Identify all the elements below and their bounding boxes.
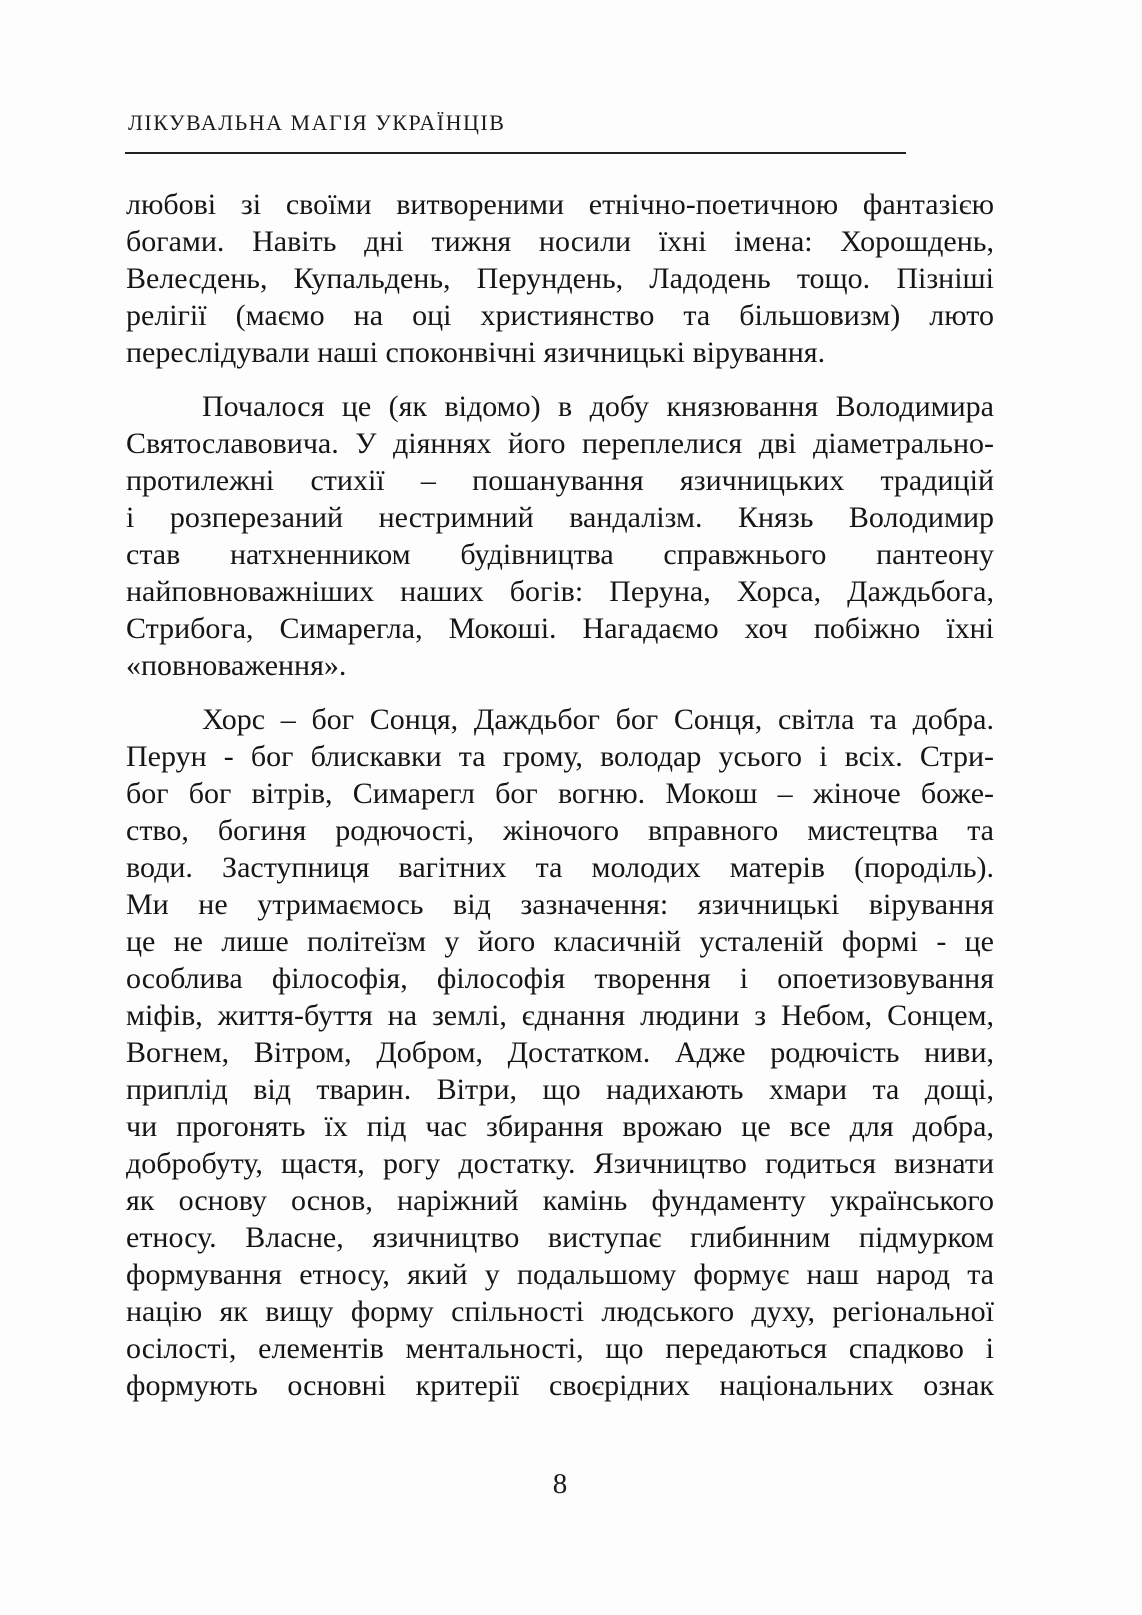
text-line: «повноваження». <box>126 649 347 682</box>
text-line: бог бог вітрів, Симарегл бог вогню. Мокош – жіноче боже- <box>126 777 994 810</box>
text-line: приплід від тварин. Вітри, що надихають хмари та дощі, <box>126 1073 994 1106</box>
text-line: етносу. Власне, язичництво виступає глибинним підмурком <box>126 1221 994 1254</box>
paragraph <box>126 701 994 1404</box>
text-line: міфів, життя-буття на землі, єднання людини з Небом, Сонцем, <box>126 999 994 1032</box>
text-line: чи прогонять їх під час збирання врожаю це все для добра, <box>126 1110 994 1143</box>
paragraph <box>126 388 994 684</box>
text-line: Ми не утримаємось від зазначення: язичницькі вірування <box>126 888 994 921</box>
text-line: націю як вищу форму спільності людського духу, регіональної <box>126 1295 994 1328</box>
text-line: це не лише політеїзм у його класичній усталеній формі - це <box>126 925 994 958</box>
text-line: переслідували наші споконвічні язичницькі вірування. <box>126 336 826 369</box>
text-block <box>126 186 994 1421</box>
running-header: ЛІКУВАЛЬНА МАГІЯ УКРАЇНЦІВ <box>128 110 506 135</box>
text-line: найповноважніших наших богів: Перуна, Хорса, Даждьбога, <box>126 575 994 608</box>
text-line: як основу основ, наріжний камінь фундаменту українського <box>126 1184 994 1217</box>
text-line: Вогнем, Вітром, Добром, Достатком. Адже родючість ниви, <box>126 1036 994 1069</box>
text-line: Хорс – бог Сонця, Даждьбог бог Сонця, світла та добра. <box>202 703 994 736</box>
text-line: релігії (маємо на оці християнство та більшовизм) люто <box>126 299 994 332</box>
text-line: і розперезаний нестримний вандалізм. Князь Володимир <box>126 501 994 534</box>
text-line: богами. Навіть дні тижня носили їхні імена: Хорошдень, <box>126 225 994 258</box>
paragraph <box>126 186 994 371</box>
text-line: Перун - бог блискавки та грому, володар усього і всіх. Стри- <box>126 740 994 773</box>
page-number: 8 <box>552 1468 568 1500</box>
text-line: Стрибога, Симарегла, Мокоші. Нагадаємо хоч побіжно їхні <box>126 612 994 645</box>
text-line: став натхненником будівництва справжнього пантеону <box>126 538 994 571</box>
text-line: формують основні критерії своєрідних національних ознак <box>126 1369 994 1402</box>
text-line: Почалося це (як відомо) в добу князювання Володимира <box>202 390 994 423</box>
text-line: осілості, елементів ментальності, що передаються спадково і <box>126 1332 994 1365</box>
text-line: ство, богиня родючості, жіночого вправного мистецтва та <box>126 814 994 847</box>
text-line: води. Заступниця вагітних та молодих матерів (породіль). <box>126 851 994 884</box>
text-line: формування етносу, який у подальшому формує наш народ та <box>126 1258 994 1291</box>
text-line: любові зі своїми витвореними етнічно-поетичною фантазією <box>126 188 994 221</box>
text-line: особлива філософія, філософія творення і опоетизовування <box>126 962 994 995</box>
header-rule <box>125 152 906 154</box>
text-line: протилежні стихії – пошанування язичницьких традицій <box>126 464 994 497</box>
text-line: добробуту, щастя, рогу достатку. Язичництво годиться визнати <box>126 1147 994 1180</box>
text-line: Святославовича. У діяннях його переплелися дві діаметрально- <box>126 427 994 460</box>
text-line: Велесдень, Купальдень, Перундень, Ладодень тощо. Пізніші <box>126 262 994 295</box>
